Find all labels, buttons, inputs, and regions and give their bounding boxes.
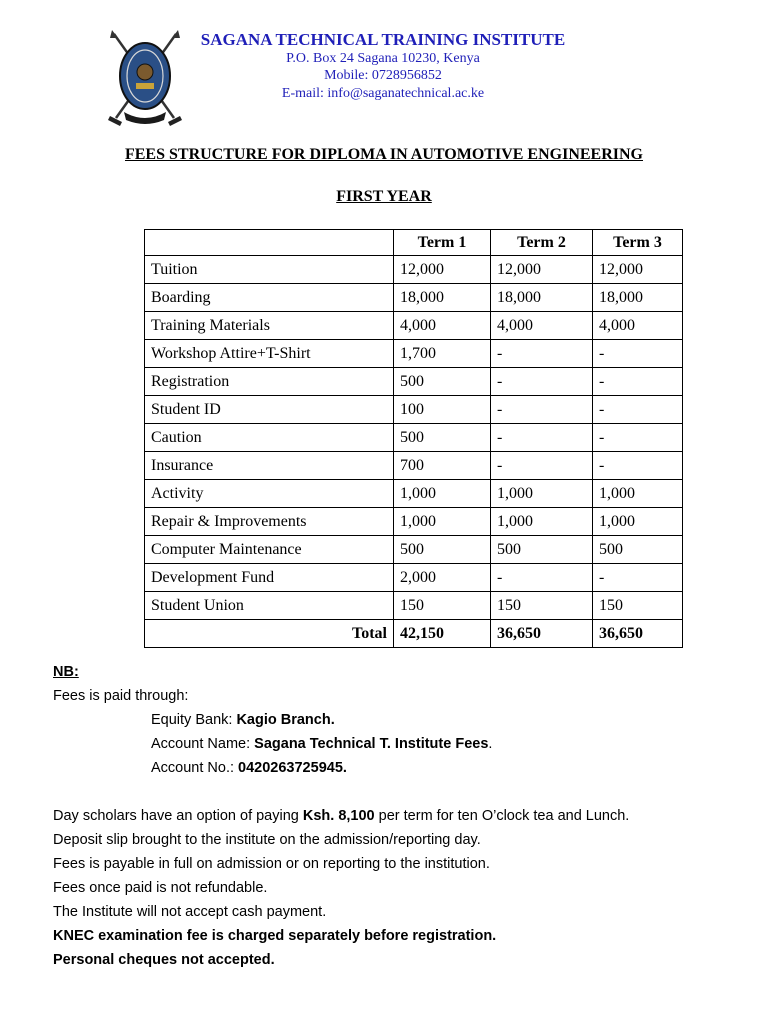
total-cell: 42,150 <box>394 620 491 648</box>
fee-cell: - <box>491 340 593 368</box>
fee-item-label: Registration <box>145 368 394 396</box>
fee-cell: 18,000 <box>491 284 593 312</box>
note-line: Fees once paid is not refundable. <box>53 880 268 896</box>
table-row <box>145 340 683 368</box>
header-cell: Term 2 <box>491 230 593 256</box>
institute-name: SAGANA TECHNICAL TRAINING INSTITUTE <box>200 30 566 49</box>
notes-heading: NB: <box>53 664 79 680</box>
table-row <box>145 312 683 340</box>
fee-item-label: Boarding <box>145 284 394 312</box>
year-title: FIRST YEAR <box>336 188 432 205</box>
fee-cell: - <box>491 396 593 424</box>
fee-cell: - <box>491 368 593 396</box>
bank-value: Kagio Branch. <box>236 712 335 728</box>
fee-item-label: Workshop Attire+T-Shirt <box>145 340 394 368</box>
institute-mobile: Mobile: 0728956852 <box>324 68 442 83</box>
fee-cell: 4,000 <box>394 312 491 340</box>
day-scholar-pre: Day scholars have an option of paying <box>53 808 303 824</box>
fee-cell: - <box>593 396 683 424</box>
fee-cell: 700 <box>394 452 491 480</box>
total-cell: 36,650 <box>593 620 683 648</box>
header-cell: Term 3 <box>593 230 683 256</box>
fee-cell: 12,000 <box>491 256 593 284</box>
day-scholar-amount: Ksh. 8,100 <box>302 808 375 824</box>
fee-cell: 4,000 <box>593 312 683 340</box>
day-scholar-post: per term for ten O’clock tea and Lunch. <box>374 808 630 824</box>
table-row <box>145 368 683 396</box>
fee-cell: - <box>593 368 683 396</box>
fee-cell: 500 <box>491 536 593 564</box>
note-line: The Institute will not accept cash payment. <box>53 904 327 920</box>
fee-cell: 1,000 <box>593 508 683 536</box>
fee-item-label: Computer Maintenance <box>145 536 394 564</box>
fee-item-label: Development Fund <box>145 564 394 592</box>
table-row <box>145 536 683 564</box>
total-row <box>145 620 683 648</box>
fee-cell: 500 <box>593 536 683 564</box>
fee-item-label: Student ID <box>145 396 394 424</box>
account-name-line <box>53 732 629 756</box>
fee-cell: 4,000 <box>491 312 593 340</box>
fee-cell: 2,000 <box>394 564 491 592</box>
bank-label: Equity Bank: <box>151 712 237 728</box>
document-title: FEES STRUCTURE FOR DIPLOMA IN AUTOMOTIVE ENGINEERING <box>124 146 643 163</box>
table-row <box>145 480 683 508</box>
institute-address: P.O. Box 24 Sagana 10230, Kenya <box>286 51 480 66</box>
table-row <box>145 508 683 536</box>
fee-cell: 1,000 <box>593 480 683 508</box>
fee-item-label: Student Union <box>145 592 394 620</box>
knec-note: KNEC examination fee is charged separately before registration. <box>53 928 497 944</box>
notes-section <box>53 660 629 972</box>
account-number-value: 0420263725945. <box>238 760 347 776</box>
table-row <box>145 592 683 620</box>
table-row <box>145 396 683 424</box>
table-row <box>145 284 683 312</box>
total-label: Total <box>145 620 394 648</box>
table-row <box>145 424 683 452</box>
fee-cell: 1,000 <box>394 508 491 536</box>
table-row <box>145 564 683 592</box>
fee-cell: 150 <box>593 592 683 620</box>
fee-item-label: Insurance <box>145 452 394 480</box>
fee-cell: 18,000 <box>593 284 683 312</box>
note-line: Fees is payable in full on admission or on reporting to the institution. <box>53 856 490 872</box>
cheques-note: Personal cheques not accepted. <box>53 952 275 968</box>
table-row <box>145 256 683 284</box>
fee-item-label: Activity <box>145 480 394 508</box>
fee-cell: - <box>491 452 593 480</box>
fee-cell: 500 <box>394 536 491 564</box>
fee-cell: 18,000 <box>394 284 491 312</box>
fee-cell: 1,700 <box>394 340 491 368</box>
fee-cell: - <box>593 424 683 452</box>
fee-cell: - <box>593 564 683 592</box>
fee-cell: 500 <box>394 424 491 452</box>
fee-cell: - <box>593 340 683 368</box>
note-line: Deposit slip brought to the institute on the admission/reporting day. <box>53 832 481 848</box>
payment-intro: Fees is paid through: <box>53 688 189 704</box>
fee-item-label: Repair & Improvements <box>145 508 394 536</box>
total-cell: 36,650 <box>491 620 593 648</box>
fee-item-label: Tuition <box>145 256 394 284</box>
account-name-value: Sagana Technical T. Institute Fees <box>254 736 489 752</box>
account-number-label: Account No.: <box>151 760 239 776</box>
header-cell <box>145 230 394 256</box>
table-header-row <box>145 230 683 256</box>
fee-cell: 1,000 <box>394 480 491 508</box>
bank-line <box>53 708 629 732</box>
fee-cell: 100 <box>394 396 491 424</box>
fee-cell: 150 <box>394 592 491 620</box>
header-cell: Term 1 <box>394 230 491 256</box>
fee-cell: 12,000 <box>394 256 491 284</box>
account-name-end: . <box>488 736 493 752</box>
note-line-bold <box>53 924 629 948</box>
fee-cell: 500 <box>394 368 491 396</box>
fee-cell: - <box>491 564 593 592</box>
fee-cell: 150 <box>491 592 593 620</box>
table-row <box>145 452 683 480</box>
fee-cell: 1,000 <box>491 480 593 508</box>
fee-cell: 12,000 <box>593 256 683 284</box>
fee-cell: - <box>491 424 593 452</box>
institute-email: E-mail: info@saganatechnical.ac.ke <box>281 86 485 101</box>
fee-cell: 1,000 <box>491 508 593 536</box>
fee-item-label: Training Materials <box>145 312 394 340</box>
institute-crest-logo <box>104 28 186 128</box>
account-name-label: Account Name: <box>151 736 255 752</box>
day-scholar-note <box>53 804 629 828</box>
account-number-line <box>53 756 629 780</box>
fee-item-label: Caution <box>145 424 394 452</box>
fees-table <box>144 229 683 648</box>
note-line-bold <box>53 948 629 972</box>
fee-cell: - <box>593 452 683 480</box>
